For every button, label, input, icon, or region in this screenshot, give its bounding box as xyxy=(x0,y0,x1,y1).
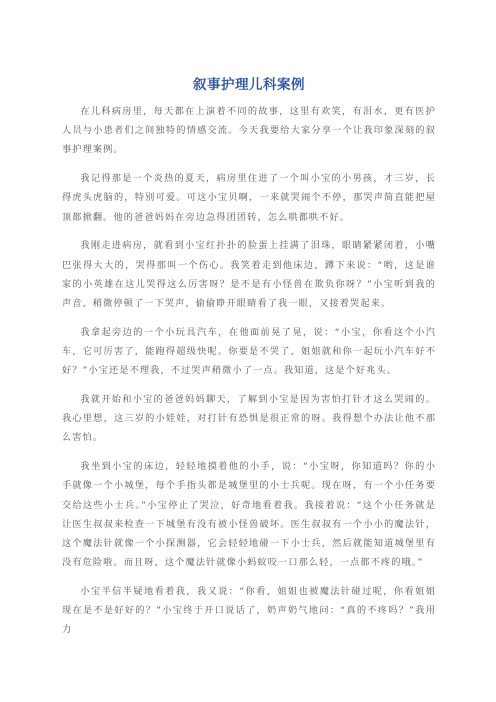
paragraph-toy-car: 我拿起旁边的一个小玩具汽车，在他面前晃了晃，说：“小宝，你看这个小汽车，它可厉害了，能跑得超级快呢。你要是不哭了，姐姐就和你一起玩小汽车好不好？”小宝还是不理我，不过哭声稍微小了一点。我知道，这是个好兆头。 xyxy=(62,326,436,377)
document-title: 叙事护理儿科案例 xyxy=(193,77,305,93)
paragraph-parents: 我就开始和小宝的爸爸妈妈聊天，了解到小宝是因为害怕打针才这么哭闹的。我心里想，这三岁的小娃娃，对打针有恐惧是很正常的呀。我得想个办法让他不那么害怕。 xyxy=(62,394,436,444)
paragraph-intro: 在儿科病房里，每天都在上演着不同的故事，这里有欢笑，有泪水，更有医护人员与小患者们之间独特的情感交流。今天我要给大家分享一个让我印象深刻的叙事护理案例。 xyxy=(62,106,436,156)
paragraph-enter-ward: 我刚走进病房，就看到小宝红扑扑的脸蛋上挂满了泪珠，眼睛紧紧闭着，小嘴巴张得大大的，哭得那叫一个伤心。我笑着走到他床边，蹲下来说：“哟，这是谁家的小英雄在这儿哭得这么厉害呀？是不是有小怪兽在欺负你呀？”小宝听到我的声音，稍微停顿了一下哭声，偷偷睁开眼睛看了我一眼，又接着哭起来。 xyxy=(62,240,436,310)
paragraph-magic-needle: 小宝半信半疑地看着我，我又说：“你看，姐姐也被魔法针碰过呢，你看姐姐现在是不是好好的？”小宝终于开口说话了，奶声奶气地问：“真的不疼吗？”我用力 xyxy=(62,586,436,636)
paragraph-summer: 我记得那是一个炎热的夏天，病房里住进了一个叫小宝的小男孩，才三岁，长得虎头虎脑的，特别可爱。可这小宝贝啊，一来就哭闹个不停，那哭声简直能把屋顶都掀翻。他的爸爸妈妈在旁边急得团团转，怎么哄都哄不好。 xyxy=(62,173,436,223)
paragraph-castle-story: 我坐到小宝的床边，轻轻地摸着他的小手，说：“小宝呀，你知道吗？你的小手就像一个小城堡，每个手指头都是城堡里的小士兵呢。现在呀，有一个小任务要交给这些小士兵。”小宝停止了哭泣，好奇地看着我。我接着说：“这个小任务就是让医生叔叔来检查一下城堡有没有被小怪兽破坏。医生叔叔有一个小小的魔法针，这个魔法针就像一个小探测器，它会轻轻地碰一下小士兵，然后就能知道城堡里有没有危险啦。而且呀，这个魔法针就像小蚂蚁咬一口那么轻，一点都不疼的哦。” xyxy=(62,461,436,569)
